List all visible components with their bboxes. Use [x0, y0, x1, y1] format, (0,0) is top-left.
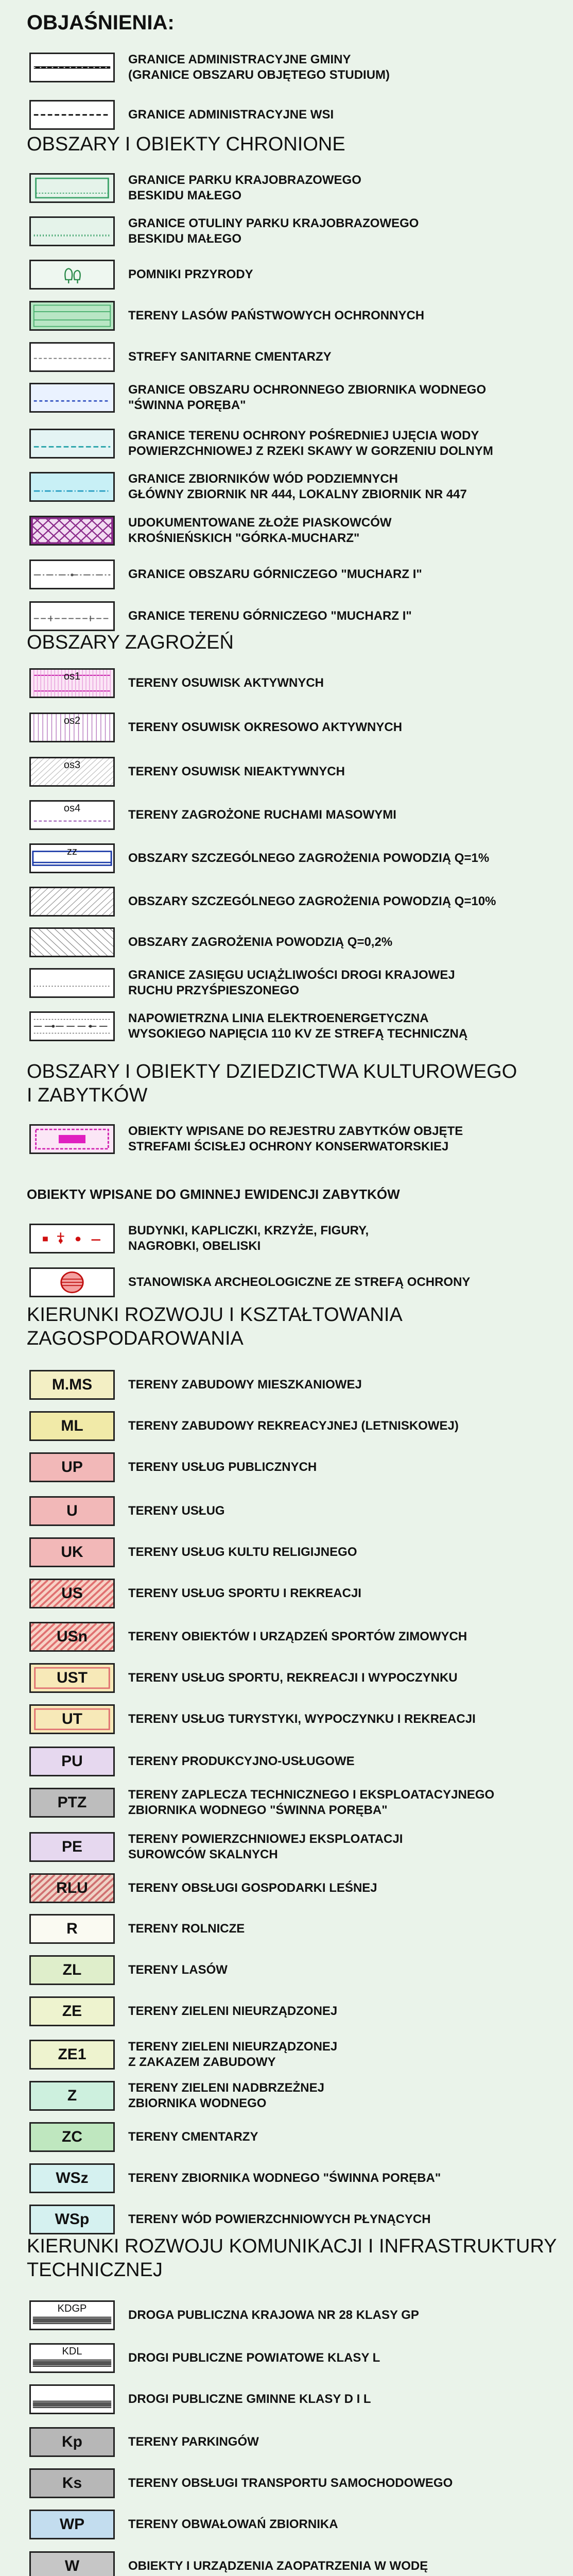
legend-item — [29, 2201, 431, 2238]
legend-item — [29, 1829, 403, 1865]
legend-symbol — [29, 968, 115, 998]
legend-item — [29, 426, 493, 462]
legend-symbol — [29, 1955, 115, 1985]
legend-item — [29, 1911, 245, 1947]
legend-item — [29, 1952, 228, 1988]
legend-code: UP — [61, 1459, 83, 1476]
legend-symbol — [29, 472, 115, 502]
legend-item — [29, 1660, 458, 1696]
legend-symbol — [29, 53, 115, 82]
legend-symbol — [29, 1537, 115, 1567]
legend-symbol — [29, 668, 115, 698]
legend-code: PTZ — [57, 1794, 87, 1811]
legend-label: TERENY ZABUDOWY MIESZKANIOWEJ — [128, 1378, 362, 1392]
legend-code: PU — [61, 1753, 83, 1770]
legend-label: TERENY WÓD POWIERZCHNIOWYCH PŁYNĄCYCH — [128, 2212, 431, 2226]
legend-code: ZL — [62, 1961, 82, 1978]
legend-code: KDGP — [31, 2303, 113, 2315]
legend-code: ZE — [62, 2003, 82, 2020]
legend-symbol — [29, 1914, 115, 1944]
legend-label: TERENY LASÓW — [128, 1963, 228, 1977]
legend-label: UDOKUMENTOWANE ZŁOŻE PIASKOWCÓW KROŚNIEŃSKICH "GÓRKA-MUCHARZ" — [128, 516, 392, 545]
legend-symbol — [29, 173, 115, 203]
legend-code: R — [66, 1920, 78, 1937]
legend-label: GRANICE ZASIĘGU UCIĄŻLIWOŚCI DROGI KRAJOWEJ RUCHU PRZYŚPIESZONEGO — [128, 968, 455, 997]
legend-item — [29, 2424, 259, 2460]
legend-symbol — [29, 1370, 115, 1400]
legend-item — [29, 1619, 467, 1655]
legend-label: TERENY ZIELENI NADBRZEŻNEJ ZBIORNIKA WODNEGO — [128, 2081, 324, 2110]
legend-symbol — [29, 1224, 115, 1253]
legend-item — [29, 339, 332, 375]
section-title: I ZABYTKÓW — [27, 1084, 148, 1106]
legend-item — [29, 49, 390, 86]
legend-item — [29, 1534, 357, 1570]
legend-symbol — [29, 2122, 115, 2152]
legend-symbol — [29, 887, 115, 917]
legend-label: GRANICE OBSZARU OCHRONNEGO ZBIORNIKA WODNEGO "ŚWINNA PORĘBA" — [128, 383, 487, 412]
legend-label: GRANICE OBSZARU GÓRNICZEGO "MUCHARZ I" — [128, 567, 422, 581]
legend-label: TERENY OSUWISK NIEAKTYWNYCH — [128, 765, 345, 778]
legend-code: UT — [62, 1710, 82, 1727]
legend-symbol — [29, 601, 115, 631]
legend-item — [29, 2506, 338, 2543]
legend-item — [29, 1408, 459, 1444]
legend-symbol — [29, 2300, 115, 2330]
legend-item — [29, 598, 412, 634]
legend-label: STREFY SANITARNE CMENTARZY — [128, 350, 332, 364]
legend-code: US — [61, 1585, 83, 1602]
legend-code: U — [66, 1502, 78, 1519]
legend-label: OBSZARY SZCZEGÓLNEGO ZAGROŻENIA POWODZIĄ Q=1% — [128, 851, 490, 865]
section-title: OBSZARY I OBIEKTY DZIEDZICTWA KULTUROWEGO — [27, 1061, 517, 1082]
legend-symbol — [29, 1704, 115, 1734]
legend-symbol — [29, 1124, 115, 1154]
legend-symbol — [29, 1832, 115, 1862]
legend-item — [29, 2340, 380, 2376]
legend-label: TERENY OBIEKTÓW I URZĄDZEŃ SPORTÓW ZIMOWYCH — [128, 1630, 467, 1643]
legend-symbol — [29, 1411, 115, 1441]
legend-label: DROGA PUBLICZNA KRAJOWA NR 28 KLASY GP — [128, 2308, 419, 2322]
legend-label: OBSZARY ZAGROŻENIA POWODZIĄ Q=0,2% — [128, 935, 393, 949]
legend-symbol — [29, 1996, 115, 2026]
legend-code: W — [64, 2557, 80, 2574]
legend-symbol — [29, 1011, 115, 1041]
legend-item — [29, 840, 489, 876]
legend-code: ZC — [62, 2128, 82, 2145]
legend-label: GRANICE PARKU KRAJOBRAZOWEGO BESKIDU MAŁEGO — [128, 173, 361, 202]
legend-item — [29, 1221, 369, 1257]
legend-item — [29, 513, 392, 549]
legend-label: NAPOWIETRZNA LINIA ELEKTROENERGETYCZNA WYSOKIEGO NAPIĘCIA 110 KV ZE STREFĄ TECHNICZNĄ — [128, 1011, 468, 1041]
legend-code: UST — [57, 1669, 88, 1686]
legend-symbol — [29, 1747, 115, 1776]
legend-code: os2 — [63, 715, 81, 726]
legend-item — [29, 2548, 428, 2576]
legend-item — [29, 1264, 470, 1300]
legend-item — [29, 2078, 324, 2114]
legend-symbol — [29, 1452, 115, 1482]
legend-item — [29, 213, 419, 249]
legend-item — [29, 380, 486, 416]
legend-item — [29, 469, 467, 505]
legend-label: OBIEKTY WPISANE DO REJESTRU ZABYTKÓW OBJĘTE STREFAMI ŚCISŁEJ OCHRONY KONSERWATORSKIEJ — [128, 1124, 463, 1154]
legend-symbol — [29, 100, 115, 130]
legend-item — [29, 2465, 453, 2501]
legend-code: M.MS — [51, 1376, 93, 1393]
legend-title: OBJAŚNIENIA: — [27, 11, 175, 34]
legend-code: Kp — [62, 2433, 82, 2450]
legend-item — [29, 2160, 441, 2196]
legend-symbol — [29, 2427, 115, 2457]
legend-label: GRANICE TERENU GÓRNICZEGO "MUCHARZ I" — [128, 609, 412, 623]
legend-symbol — [29, 1873, 115, 1903]
legend-code: WSz — [56, 2170, 89, 2187]
section-title: OBIEKTY WPISANE DO GMINNEJ EWIDENCJI ZABYTKÓW — [27, 1187, 400, 1202]
legend-symbol — [29, 383, 115, 413]
legend-item — [29, 1785, 494, 1821]
legend-label: TERENY ZAGROŻONE RUCHAMI MASOWYMI — [128, 808, 396, 822]
legend-item — [29, 1701, 476, 1737]
legend-code: UK — [61, 1544, 83, 1561]
legend-symbol — [29, 757, 115, 787]
legend-label: TERENY USŁUG SPORTU, REKREACJI I WYPOCZYNKU — [128, 1671, 458, 1685]
legend-label: TERENY USŁUG PUBLICZNYCH — [128, 1460, 317, 1474]
legend-symbol — [29, 2384, 115, 2414]
legend-label: TERENY OSUWISK OKRESOWO AKTYWNYCH — [128, 720, 403, 734]
legend-item — [29, 1008, 467, 1044]
legend-symbol — [29, 843, 115, 873]
legend-code: PE — [61, 1838, 83, 1855]
legend-code: Ks — [62, 2475, 82, 2492]
legend-item — [29, 97, 334, 133]
legend-symbol — [29, 1788, 115, 1818]
legend-label: TERENY ZIELENI NIEURZĄDZONEJ — [128, 2004, 338, 2018]
section-title: TECHNICZNEJ — [27, 2259, 163, 2281]
legend-symbol — [29, 2510, 115, 2539]
legend-label: TERENY ZAPLECZA TECHNICZNEGO I EKSPLOATACYJNEGO ZBIORNIKA WODNEGO "ŚWINNA PORĘBA" — [128, 1788, 495, 1817]
legend-item — [29, 1993, 337, 2029]
section-title: KIERUNKI ROZWOJU KOMUNIKACJI I INFRASTRUKTURY — [27, 2235, 557, 2257]
legend-symbol — [29, 800, 115, 830]
legend-label: TERENY PRODUKCYJNO-USŁUGOWE — [128, 1754, 355, 1768]
legend-item — [29, 797, 396, 833]
legend-code: WSp — [55, 2211, 90, 2228]
legend-label: TERENY POWIERZCHNIOWEJ EKSPLOATACJI SUROWCÓW SKALNYCH — [128, 1832, 403, 1861]
legend-symbol — [29, 1579, 115, 1608]
section-title: ZAGOSPODAROWANIA — [27, 1328, 244, 1349]
legend-symbol — [29, 2081, 115, 2111]
legend-symbol — [29, 260, 115, 290]
legend-item — [29, 2119, 258, 2155]
legend-item — [29, 1575, 361, 1612]
legend-item — [29, 1449, 317, 1485]
legend-item — [29, 2297, 419, 2333]
legend-label: STANOWISKA ARCHEOLOGICZNE ZE STREFĄ OCHRONY — [128, 1275, 471, 1289]
legend-item — [29, 298, 424, 334]
legend-label: GRANICE OTULINY PARKU KRAJOBRAZOWEGO BESKIDU MAŁEGO — [128, 216, 419, 246]
legend-item — [29, 2037, 337, 2073]
legend-code: KDL — [31, 2346, 113, 2358]
legend-symbol — [29, 1622, 115, 1652]
legend-symbol — [29, 1496, 115, 1526]
legend-symbol — [29, 216, 115, 246]
legend-code: USn — [57, 1628, 88, 1645]
legend-label: TERENY PARKINGÓW — [128, 2435, 259, 2449]
legend-symbol — [29, 429, 115, 459]
legend-label: POMNIKI PRZYRODY — [128, 267, 253, 281]
legend-label: GRANICE ADMINISTRACYJNE GMINY (GRANICE OBSZARU OBJĘTEGO STUDIUM) — [128, 53, 390, 82]
legend-symbol — [29, 927, 115, 957]
legend-label: TERENY LASÓW PAŃSTWOWYCH OCHRONNYCH — [128, 309, 425, 323]
legend-label: DROGI PUBLICZNE GMINNE KLASY D I L — [128, 2392, 371, 2406]
legend-item — [29, 754, 345, 790]
legend-label: TERENY CMENTARZY — [128, 2130, 258, 2144]
legend-symbol — [29, 2468, 115, 2498]
legend-symbol — [29, 713, 115, 742]
legend-label: TERENY OBSŁUGI TRANSPORTU SAMOCHODOWEGO — [128, 2476, 453, 2490]
legend-symbol — [29, 2040, 115, 2070]
legend-label: TERENY ZABUDOWY REKREACYJNEJ (LETNISKOWEJ) — [128, 1419, 459, 1433]
legend-code: os4 — [63, 803, 81, 814]
section-title: OBSZARY ZAGROŻEŃ — [27, 632, 234, 653]
legend-symbol — [29, 342, 115, 372]
legend-item — [29, 1121, 463, 1157]
legend-label: GRANICE ADMINISTRACYJNE WSI — [128, 108, 334, 122]
legend-item — [29, 257, 253, 293]
legend-symbol — [29, 2205, 115, 2234]
legend-code: ML — [61, 1417, 83, 1434]
legend-label: TERENY USŁUG KULTU RELIGIJNEGO — [128, 1545, 357, 1559]
legend-label: DROGI PUBLICZNE POWIATOWE KLASY L — [128, 2351, 380, 2365]
legend-label: TERENY ROLNICZE — [128, 1922, 245, 1936]
legend-label: OBIEKTY I URZĄDZENIA ZAOPATRZENIA W WODĘ — [128, 2559, 428, 2573]
legend-label: BUDYNKI, KAPLICZKI, KRZYŻE, FIGURY, NAGROBKI, OBELISKI — [128, 1224, 369, 1253]
legend-item — [29, 1493, 225, 1529]
legend-item — [29, 556, 422, 592]
legend-label: TERENY OSUWISK AKTYWNYCH — [128, 676, 324, 690]
legend-item — [29, 709, 402, 745]
legend-code: os1 — [63, 671, 81, 682]
section-title: KIERUNKI ROZWOJU I KSZTAŁTOWANIA — [27, 1304, 403, 1326]
legend-item — [29, 1870, 377, 1906]
legend-label: TERENY USŁUG — [128, 1504, 225, 1518]
legend-item — [29, 1743, 355, 1780]
legend-code: RLU — [56, 1879, 88, 1896]
legend-symbol — [29, 516, 115, 546]
legend-item — [29, 884, 496, 920]
legend-label: TERENY OBSŁUGI GOSPODARKI LEŚNEJ — [128, 1881, 377, 1895]
legend-item — [29, 1367, 362, 1403]
legend-label: TERENY ZIELENI NIEURZĄDZONEJ Z ZAKAZEM ZABUDOWY — [128, 2040, 338, 2069]
legend-code: zz — [67, 846, 77, 857]
legend-item — [29, 2381, 371, 2417]
legend-symbol — [29, 2343, 115, 2373]
legend-item — [29, 170, 361, 206]
legend-label: GRANICE ZBIORNIKÓW WÓD PODZIEMNYCH GŁÓWNY ZBIORNIK NR 444, LOKALNY ZBIORNIK NR 447 — [128, 472, 467, 501]
legend-label: OBSZARY SZCZEGÓLNEGO ZAGROŻENIA POWODZIĄ Q=10% — [128, 894, 496, 908]
legend-symbol — [29, 560, 115, 589]
legend-label: TERENY ZBIORNIKA WODNEGO "ŚWINNA PORĘBA" — [128, 2171, 441, 2185]
legend-code: Z — [67, 2087, 77, 2104]
legend-label: TERENY OBWAŁOWAŃ ZBIORNIKA — [128, 2517, 338, 2531]
legend-code: os3 — [63, 759, 81, 771]
legend-symbol — [29, 1267, 115, 1297]
legend-symbol — [29, 1663, 115, 1693]
legend-label: GRANICE TERENU OCHRONY POŚREDNIEJ UJĘCIA WODY POWIERZCHNIOWEJ Z RZEKI SKAWY W GORZENIU DOLNYM — [128, 429, 493, 458]
section-title: OBSZARY I OBIEKTY CHRONIONE — [27, 133, 345, 155]
legend-label: TERENY USŁUG SPORTU I REKREACJI — [128, 1586, 361, 1600]
legend-code: WP — [59, 2516, 85, 2533]
legend-symbol — [29, 2551, 115, 2576]
legend-item — [29, 924, 392, 960]
legend-label: TERENY USŁUG TURYSTYKI, WYPOCZYNKU I REKREACJI — [128, 1712, 476, 1726]
legend-code: ZE1 — [58, 2046, 86, 2063]
legend-symbol — [29, 2163, 115, 2193]
legend-item — [29, 965, 455, 1001]
legend-symbol — [29, 301, 115, 331]
legend-item — [29, 665, 324, 701]
